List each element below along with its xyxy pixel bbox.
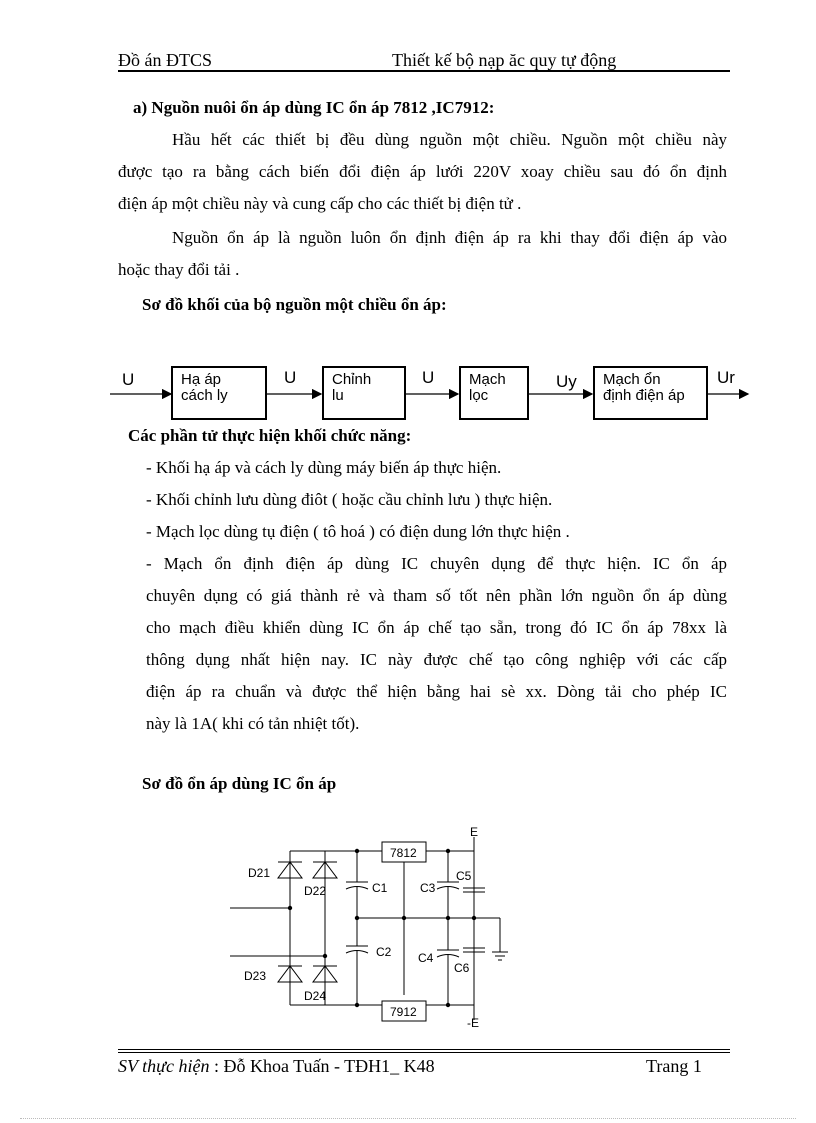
c3-label: C3	[420, 881, 436, 895]
block-regulator-line2: định điện áp	[603, 387, 685, 404]
bullet-4-line2: chuyên dụng có giá thành rẻ và tham số tốt nên phần lớn nguồn ổn áp dùng	[146, 586, 727, 605]
minus-e-label: -E	[467, 1016, 479, 1030]
block-transformer-line1: Hạ áp	[181, 371, 222, 388]
uy-label: Uy	[556, 372, 577, 391]
elements-heading: Các phần tử thực hiện khối chức năng:	[128, 426, 412, 445]
footer-rule-1	[118, 1049, 730, 1050]
circuit-heading: Sơ đồ ổn áp dùng IC ổn áp	[142, 774, 337, 793]
block-diagram-heading: Sơ đồ khối của bộ nguồn một chiều ổn áp:	[142, 295, 447, 314]
para2-line2: hoặc thay đổi tải .	[118, 260, 240, 279]
block-regulator	[593, 366, 708, 420]
bullet-1: - Khối hạ áp và cách ly dùng máy biến áp thực hiện.	[146, 458, 502, 477]
d24-label: D24	[304, 989, 327, 1003]
bullet-3: - Mạch lọc dùng tụ điện ( tô hoá ) có điện dung lớn thực hiện .	[146, 522, 570, 541]
block-transformer	[171, 366, 267, 420]
block-rectifier	[322, 366, 406, 420]
footer-sv-label: SV thực hiện	[118, 1056, 210, 1076]
block-rectifier-line2: lu	[332, 387, 344, 404]
para1-line3: điện áp một chiều này và cung cấp cho các thiết bị điện tử .	[118, 194, 522, 213]
c2-label: C2	[376, 945, 392, 959]
c4-label: C4	[418, 951, 434, 965]
bullet-2: - Khối chỉnh lưu dùng điôt ( hoặc cầu chỉnh lưu ) thực hiện.	[146, 490, 553, 509]
ic-7812-label: 7812	[390, 846, 417, 860]
header-rule	[118, 70, 730, 72]
para2-line1: Nguồn ổn áp là nguồn luôn ổn định điện áp ra khi thay đổi điện áp vào	[172, 228, 727, 247]
circuit-schematic	[230, 822, 530, 1034]
bullet-4-line1: - Mạch ổn định điện áp dùng IC chuyên dụng để thực hiện. IC ổn áp	[146, 554, 727, 573]
page-bottom-dotted-line	[20, 1118, 796, 1119]
footer-rule-2	[118, 1052, 730, 1053]
block-rectifier-line1: Chỉnh	[332, 371, 372, 388]
d21-label: D21	[248, 866, 271, 880]
block-filter-line2: lọc	[469, 387, 489, 404]
footer-student	[118, 1056, 435, 1077]
c6-label: C6	[454, 961, 470, 975]
block-filter	[459, 366, 529, 420]
header-right: Thiết kế bộ nạp ăc quy tự động	[392, 50, 617, 70]
c1-label: C1	[372, 881, 388, 895]
block-regulator-line1: Mạch ổn	[603, 371, 661, 388]
d22-label: D22	[304, 884, 327, 898]
bullet-4-line6: này là 1A( khi có tản nhiệt tốt).	[146, 714, 360, 733]
bullet-4-line4: thông dụng nhất hiện nay. IC này được chế tạo công nghiệp với các cấp	[146, 650, 727, 669]
block-filter-line1: Mạch	[469, 371, 506, 388]
ur-label: Ur	[717, 368, 735, 387]
input-voltage-label: U	[122, 370, 135, 389]
u3-label: U	[422, 368, 435, 387]
ic-7912-label: 7912	[390, 1005, 417, 1019]
para1-line2: được tạo ra bằng cách biến đổi điện áp lưới 220V xoay chiều sau đó ổn định	[118, 162, 727, 181]
footer-sv-name: : Đỗ Khoa Tuấn - TĐH1_ K48	[209, 1056, 435, 1076]
e-label: E	[470, 825, 479, 839]
bullet-4-line3: cho mạch điều khiển dùng IC ổn áp chế tạo sẵn, trong đó IC ổn áp 78xx là	[146, 618, 727, 637]
regulator-circuit	[230, 822, 530, 1034]
d23-label: D23	[244, 969, 267, 983]
header-left: Đồ án ĐTCS	[118, 50, 212, 70]
section-title: a) Nguồn nuôi ổn áp dùng IC ổn áp 7812 ,IC7912:	[133, 98, 495, 117]
u2-label: U	[284, 368, 297, 387]
footer-page-number: Trang 1	[646, 1056, 702, 1076]
block-transformer-line2: cách ly	[181, 387, 228, 404]
para1-line1: Hầu hết các thiết bị đều dùng nguồn một chiều. Nguồn một chiều này	[172, 130, 727, 149]
bullet-4-line5: điện áp ra chuẩn và được thể hiện bằng hai sè xx. Dòng tải cho phép IC	[146, 682, 727, 701]
c5-label: C5	[456, 869, 472, 883]
